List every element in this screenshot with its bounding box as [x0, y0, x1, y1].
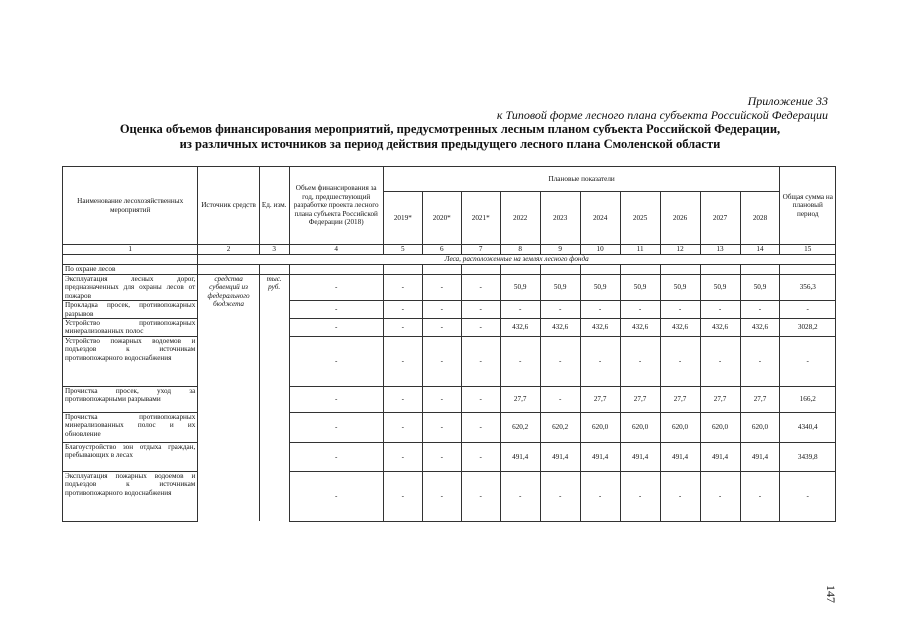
table-body	[63, 255, 836, 522]
header-name: Наименование лесохозяйственных мероприятий	[63, 167, 198, 245]
value-cell: -	[383, 301, 422, 319]
value-cell: -	[580, 301, 620, 319]
unit-cell-empty	[259, 471, 289, 521]
value-cell: 620,0	[740, 412, 780, 442]
value-cell: -	[540, 301, 580, 319]
value-cell: 432,6	[700, 319, 740, 337]
value-cell: -	[289, 275, 383, 301]
value-cell: 432,6	[580, 319, 620, 337]
header-unit: Ед. изм.	[259, 167, 289, 245]
title-line-1: Оценка объемов финансирования мероприятий, предусмотренных лесным планом субъекта Российской Федерации,	[119, 122, 781, 136]
column-number-row	[63, 245, 836, 255]
value-cell: 50,9	[700, 275, 740, 301]
value-cell: -	[700, 301, 740, 319]
column-number: 15	[780, 245, 836, 255]
value-cell: -	[383, 319, 422, 337]
table-row	[63, 319, 836, 337]
value-cell: 491,4	[500, 442, 540, 471]
document-title	[90, 122, 810, 152]
value-cell: 27,7	[620, 386, 660, 412]
value-cell: 50,9	[620, 275, 660, 301]
column-number: 5	[383, 245, 422, 255]
column-number: 1	[63, 245, 198, 255]
column-number: 13	[700, 245, 740, 255]
value-cell: -	[289, 336, 383, 386]
value-cell: 491,4	[700, 442, 740, 471]
activity-name: Устройство противопожарных минерализованных полос	[63, 319, 198, 337]
value-cell: -	[700, 471, 740, 521]
source-cell-empty	[198, 336, 260, 386]
table-row	[63, 471, 836, 521]
total-value: -	[780, 301, 836, 319]
page-number: 147	[824, 585, 838, 603]
value-cell: -	[580, 471, 620, 521]
source-cell-empty	[198, 412, 260, 442]
value-cell: 620,2	[540, 412, 580, 442]
unit-cell-empty	[259, 336, 289, 386]
value-cell: 620,2	[500, 412, 540, 442]
year-header: 2019*	[383, 192, 422, 245]
activity-name: Прокладка просек, противопожарных разрывов	[63, 301, 198, 319]
value-cell: -	[500, 471, 540, 521]
value-cell: 620,0	[660, 412, 700, 442]
value-cell: 491,4	[540, 442, 580, 471]
financing-table	[62, 166, 836, 522]
column-number: 12	[660, 245, 700, 255]
total-value: 3439,8	[780, 442, 836, 471]
value-cell: 27,7	[580, 386, 620, 412]
value-cell: 432,6	[540, 319, 580, 337]
value-cell: 432,6	[620, 319, 660, 337]
year-header: 2026	[660, 192, 700, 245]
source-cell-empty	[198, 442, 260, 471]
section-row	[63, 255, 836, 265]
value-cell: -	[422, 442, 461, 471]
group-label: По охране лесов	[63, 265, 198, 275]
table-row	[63, 412, 836, 442]
value-cell: 27,7	[500, 386, 540, 412]
title-line-2: из различных источников за период действия предыдущего лесного плана Смоленской области	[179, 137, 721, 151]
value-cell: 491,4	[660, 442, 700, 471]
year-header: 2027	[700, 192, 740, 245]
value-cell: 50,9	[540, 275, 580, 301]
value-cell: -	[383, 442, 422, 471]
source-cell-empty	[198, 471, 260, 521]
value-cell: 491,4	[580, 442, 620, 471]
value-cell: -	[700, 336, 740, 386]
value-cell: -	[620, 471, 660, 521]
unit-cell-empty	[259, 442, 289, 471]
value-cell: 27,7	[660, 386, 700, 412]
unit-of-measure: тыс. руб.	[259, 275, 289, 319]
activity-name: Эксплуатация пожарных водоемов и подъездов к источникам противопожарного водоснабжения	[63, 471, 198, 521]
value-cell: -	[383, 386, 422, 412]
total-value: 166,2	[780, 386, 836, 412]
value-cell: 620,0	[700, 412, 740, 442]
table-row	[63, 336, 836, 386]
column-number: 6	[422, 245, 461, 255]
value-cell: -	[422, 336, 461, 386]
value-cell: -	[289, 301, 383, 319]
value-cell: -	[580, 336, 620, 386]
table-row	[63, 275, 836, 301]
table-row	[63, 301, 836, 319]
total-value: -	[780, 471, 836, 521]
total-value: -	[780, 336, 836, 386]
funding-source: средства субвенций из федерального бюджета	[198, 275, 260, 319]
total-value: 356,3	[780, 275, 836, 301]
header-planned: Плановые показатели	[383, 167, 780, 192]
activity-name: Устройство пожарных водоемов и подъездов к источникам противопожарного водоснабжения	[63, 336, 198, 386]
year-header: 2028	[740, 192, 780, 245]
activity-name: Благоустройство зон отдыха граждан, пребывающих в лесах	[63, 442, 198, 471]
column-number: 2	[198, 245, 260, 255]
value-cell: 432,6	[740, 319, 780, 337]
value-cell: -	[461, 336, 500, 386]
group-row	[63, 265, 836, 275]
value-cell: -	[461, 275, 500, 301]
column-number: 11	[620, 245, 660, 255]
value-cell: 50,9	[660, 275, 700, 301]
value-cell: -	[461, 412, 500, 442]
year-header: 2023	[540, 192, 580, 245]
header-total: Общая сумма на плановый период	[780, 167, 836, 245]
value-cell: -	[383, 336, 422, 386]
value-cell: -	[422, 471, 461, 521]
column-number: 9	[540, 245, 580, 255]
value-cell: -	[289, 386, 383, 412]
section-label: Леса, расположенные на землях лесного фонда	[198, 255, 836, 265]
source-cell-empty	[198, 319, 260, 337]
unit-cell-empty	[259, 386, 289, 412]
value-cell: -	[540, 471, 580, 521]
column-number: 4	[289, 245, 383, 255]
value-cell: -	[540, 336, 580, 386]
unit-cell-empty	[259, 412, 289, 442]
value-cell: -	[461, 386, 500, 412]
column-number: 14	[740, 245, 780, 255]
value-cell: -	[461, 471, 500, 521]
value-cell: -	[620, 301, 660, 319]
value-cell: 620,0	[580, 412, 620, 442]
value-cell: -	[289, 442, 383, 471]
value-cell: -	[422, 412, 461, 442]
activity-name: Эксплуатация лесных дорог, предназначенных для охраны лесов от пожаров	[63, 275, 198, 301]
value-cell: -	[620, 336, 660, 386]
value-cell: 50,9	[740, 275, 780, 301]
value-cell: -	[422, 275, 461, 301]
value-cell: -	[383, 412, 422, 442]
column-number: 7	[461, 245, 500, 255]
table-row	[63, 442, 836, 471]
value-cell: -	[740, 301, 780, 319]
value-cell: -	[289, 319, 383, 337]
value-cell: -	[422, 319, 461, 337]
unit-cell-empty	[259, 319, 289, 337]
value-cell: 491,4	[620, 442, 660, 471]
value-cell: -	[740, 471, 780, 521]
column-number: 10	[580, 245, 620, 255]
value-cell: -	[383, 471, 422, 521]
header-volume: Объем финансирования за год, предшествующий разработке проекта лесного плана субъекта Российской Федерации (2018)	[289, 167, 383, 245]
appendix-header	[497, 94, 828, 122]
total-value: 3028,2	[780, 319, 836, 337]
value-cell: 432,6	[500, 319, 540, 337]
year-header: 2024	[580, 192, 620, 245]
total-value: 4340,4	[780, 412, 836, 442]
value-cell: -	[740, 336, 780, 386]
year-header: 2020*	[422, 192, 461, 245]
value-cell: 432,6	[660, 319, 700, 337]
value-cell: -	[289, 471, 383, 521]
source-cell-empty	[198, 386, 260, 412]
value-cell: 491,4	[740, 442, 780, 471]
value-cell: 50,9	[500, 275, 540, 301]
appendix-reference: к Типовой форме лесного плана субъекта Российской Федерации	[496, 108, 828, 122]
activity-name: Прочистка просек, уход за противопожарными разрывами	[63, 386, 198, 412]
value-cell: 27,7	[700, 386, 740, 412]
value-cell: -	[383, 275, 422, 301]
value-cell: -	[289, 412, 383, 442]
appendix-number: Приложение 33	[747, 94, 828, 108]
year-header: 2021*	[461, 192, 500, 245]
column-number: 3	[259, 245, 289, 255]
value-cell: -	[461, 442, 500, 471]
value-cell: -	[660, 336, 700, 386]
value-cell: -	[540, 386, 580, 412]
table-row	[63, 386, 836, 412]
value-cell: 27,7	[740, 386, 780, 412]
value-cell: -	[461, 301, 500, 319]
header-source: Источник средств	[198, 167, 260, 245]
value-cell: -	[500, 301, 540, 319]
value-cell: -	[660, 471, 700, 521]
value-cell: -	[422, 386, 461, 412]
value-cell: -	[422, 301, 461, 319]
year-header: 2025	[620, 192, 660, 245]
value-cell: 50,9	[580, 275, 620, 301]
value-cell: 620,0	[620, 412, 660, 442]
value-cell: -	[660, 301, 700, 319]
year-header: 2022	[500, 192, 540, 245]
activity-name: Прочистка противопожарных минерализованных полос и их обновление	[63, 412, 198, 442]
value-cell: -	[461, 319, 500, 337]
value-cell: -	[500, 336, 540, 386]
column-number: 8	[500, 245, 540, 255]
